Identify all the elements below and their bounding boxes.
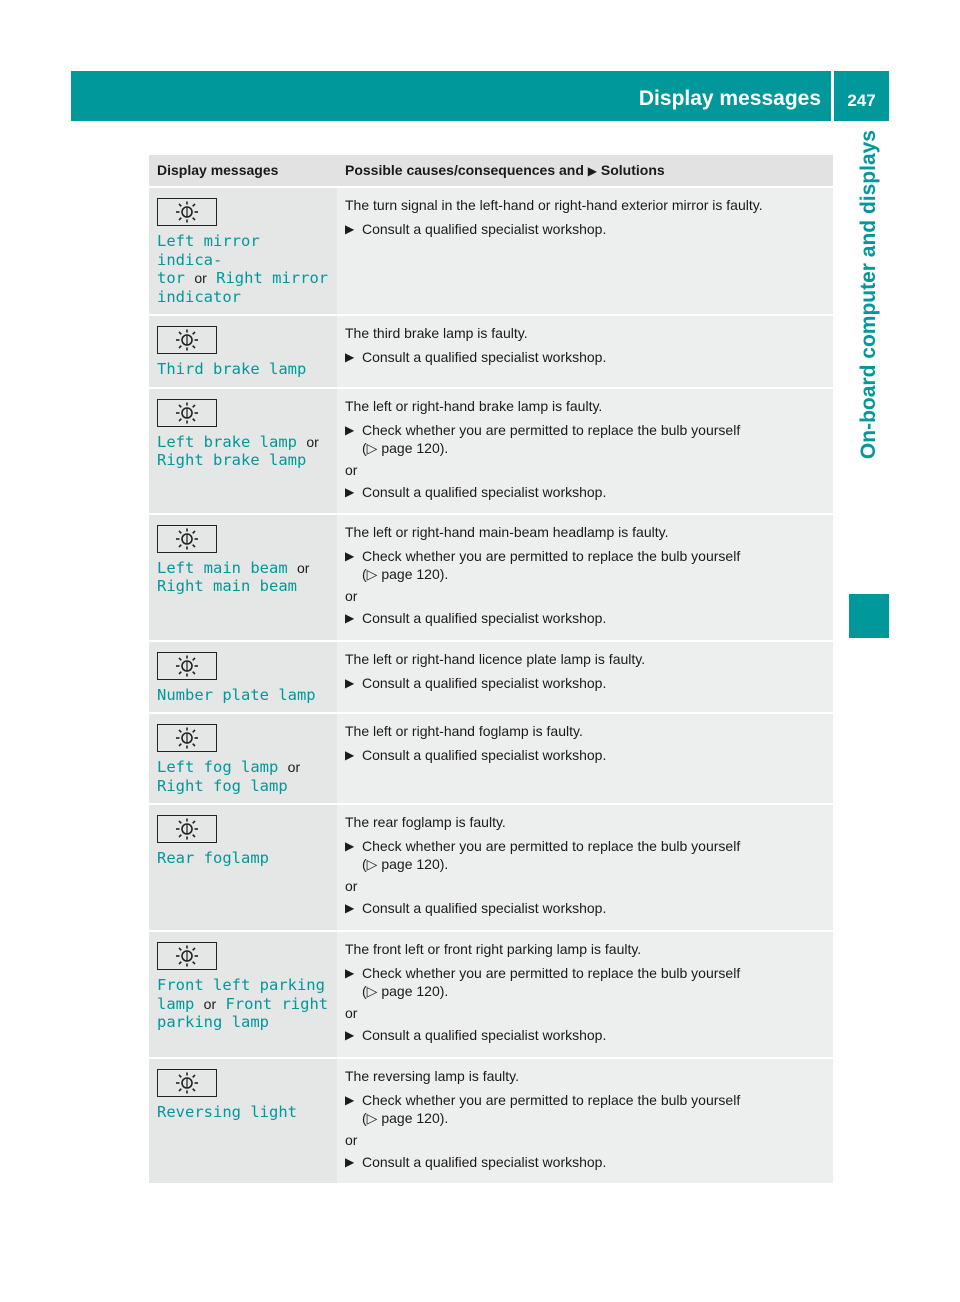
action-text: Check whether you are permitted to replace the bulb yourself: [362, 838, 741, 854]
play-triangle-icon: ▶: [345, 222, 355, 236]
bulb-icon: [157, 326, 217, 354]
table-row: [149, 514, 833, 641]
or-connector: or: [345, 1132, 358, 1148]
message-cell: [149, 641, 337, 714]
message-line: Reversing light: [157, 1103, 297, 1121]
action-step: [345, 964, 827, 982]
action-text: Check whether you are permitted to replace the bulb yourself: [362, 547, 741, 564]
message-line: Right main beam: [157, 577, 297, 595]
message-text: [157, 559, 329, 596]
message-line: Left mirror indica-: [157, 232, 260, 269]
page-header: [71, 71, 889, 121]
table-row: [149, 388, 833, 514]
message-text: [157, 976, 329, 1032]
action-text: Consult a qualified specialist workshop.: [362, 609, 607, 626]
table-row: [149, 641, 833, 714]
page-reference[interactable]: (▷ page 120).: [362, 983, 449, 999]
cause-text: The front left or front right parking lamp is faulty.: [345, 941, 642, 957]
or-connector: or: [345, 878, 358, 894]
or-connector: or: [297, 559, 310, 576]
cause-text: The left or right-hand brake lamp is faulty.: [345, 397, 603, 414]
play-triangle-icon: ▶: [345, 966, 355, 980]
page-ref-triangle-icon: ▷: [366, 565, 378, 582]
message-text: [157, 360, 329, 379]
message-text: [157, 232, 329, 306]
bulb-icon: [157, 652, 217, 680]
action-text: Check whether you are permitted to replace the bulb yourself: [362, 1092, 741, 1108]
table-header-row: [149, 155, 833, 187]
action-step: [345, 837, 827, 855]
solution-cell: [337, 187, 833, 315]
page-reference[interactable]: (▷ page 120).: [362, 565, 449, 582]
action-text: Consult a qualified specialist workshop.: [362, 1154, 607, 1170]
cause-text: The left or right-hand licence plate lamp is faulty.: [345, 650, 646, 667]
message-cell: [149, 187, 337, 315]
or-connector: or: [306, 433, 319, 450]
action-step: [345, 674, 827, 692]
play-triangle-icon: ▶: [345, 548, 355, 563]
action-text: Consult a qualified specialist workshop.: [362, 747, 607, 763]
message-line: indicator: [157, 287, 241, 306]
page-reference-text[interactable]: page 120).: [381, 439, 449, 456]
or-connector: or: [287, 759, 301, 775]
message-line: Left fog lamp: [157, 758, 279, 776]
solution-cell: [337, 931, 833, 1058]
page-reference-text[interactable]: page 120).: [381, 1110, 449, 1126]
message-cell: [149, 388, 337, 514]
or-connector: or: [345, 587, 358, 604]
action-step: [345, 483, 827, 501]
solution-cell: [337, 388, 833, 514]
action-step: [345, 746, 827, 764]
message-line: Front right: [225, 994, 329, 1013]
solution-cell: [337, 315, 833, 388]
page-reference-text[interactable]: page 120).: [381, 565, 449, 582]
message-cell: [149, 514, 337, 641]
message-line: Number plate lamp: [157, 685, 316, 704]
cause-text: The rear foglamp is faulty.: [345, 814, 506, 830]
table-row: [149, 804, 833, 931]
action-text: Consult a qualified specialist workshop.: [362, 674, 607, 691]
action-text: Check whether you are permitted to replace the bulb yourself: [362, 421, 741, 438]
side-tab-label: On-board computer and displays: [857, 130, 880, 460]
action-step: [345, 220, 827, 238]
cause-text: The turn signal in the left-hand or right-hand exterior mirror is faulty.: [345, 197, 763, 213]
message-line: parking lamp: [157, 1013, 269, 1031]
cause-text: The left or right-hand main-beam headlamp is faulty.: [345, 523, 669, 540]
page-ref-triangle-icon: ▷: [366, 1110, 378, 1126]
play-triangle-icon: ▶: [345, 350, 355, 364]
action-text: Consult a qualified specialist workshop.: [362, 1027, 607, 1043]
message-line: Front left parking: [157, 976, 325, 994]
cause-text: The third brake lamp is faulty.: [345, 325, 528, 341]
play-triangle-icon: ▶: [345, 484, 355, 499]
solution-cell: [337, 1058, 833, 1183]
action-text: Consult a qualified specialist workshop.: [362, 221, 607, 237]
column-header-solutions: [337, 155, 833, 187]
message-cell: [149, 713, 337, 804]
table-row: [149, 187, 833, 315]
message-line: Right fog lamp: [157, 776, 288, 795]
play-triangle-icon: ▶: [345, 675, 355, 690]
column-header-solutions-text: Possible causes/consequences and: [345, 162, 584, 178]
message-text: [157, 849, 329, 868]
play-triangle-icon: ▶: [345, 748, 355, 762]
play-triangle-icon: ▶: [345, 839, 355, 853]
bulb-icon: [157, 399, 217, 427]
cause-text: The reversing lamp is faulty.: [345, 1068, 520, 1084]
message-cell: [149, 1058, 337, 1183]
action-text: Consult a qualified specialist workshop.: [362, 483, 607, 500]
message-text: [157, 433, 329, 470]
action-step: [345, 1153, 827, 1171]
message-line: tor: [157, 269, 185, 287]
message-text: [157, 758, 329, 795]
message-cell: [149, 931, 337, 1058]
play-triangle-icon: ▶: [345, 610, 355, 625]
bulb-icon: [157, 942, 217, 970]
message-line: Rear foglamp: [157, 849, 269, 867]
message-text: [157, 686, 329, 705]
bulb-icon: [157, 1069, 217, 1097]
bulb-icon: [157, 525, 217, 553]
message-line: Right mirror: [216, 269, 329, 287]
message-text: [157, 1103, 329, 1122]
action-step: [345, 1091, 827, 1109]
page-reference[interactable]: (▷ page 120).: [362, 856, 449, 872]
message-line: Right brake lamp: [157, 451, 307, 469]
solution-cell: [337, 713, 833, 804]
solution-cell: [337, 804, 833, 931]
cause-text: The left or right-hand foglamp is faulty.: [345, 723, 583, 739]
page-ref-triangle-icon: ▷: [366, 983, 378, 999]
play-triangle-icon: ▶: [345, 901, 355, 915]
or-connector: or: [345, 1005, 358, 1021]
message-line: Left main beam: [157, 558, 288, 577]
action-text: Consult a qualified specialist workshop.: [362, 349, 607, 365]
action-step: [345, 348, 827, 366]
page-reference-text[interactable]: page 120).: [381, 856, 449, 872]
table-row: [149, 931, 833, 1058]
header-title: Display messages: [638, 87, 821, 110]
action-step: [345, 609, 827, 627]
side-tab: [849, 130, 889, 610]
side-tab-marker: [849, 594, 889, 638]
play-triangle-icon: ▶: [345, 422, 355, 437]
column-header-solutions-suffix: Solutions: [600, 162, 665, 178]
message-line: Third brake lamp: [157, 360, 307, 378]
page-reference[interactable]: (▷ page 120).: [362, 439, 449, 456]
page-reference-text[interactable]: page 120).: [381, 983, 449, 999]
bulb-icon: [157, 724, 217, 752]
bulb-icon: [157, 815, 217, 843]
solution-cell: [337, 641, 833, 714]
action-text: Check whether you are permitted to replace the bulb yourself: [362, 965, 741, 981]
or-connector: or: [203, 995, 217, 1012]
message-cell: [149, 804, 337, 931]
action-step: [345, 1026, 827, 1044]
or-connector: or: [345, 461, 358, 478]
play-triangle-icon: ▶: [587, 164, 598, 178]
message-line: lamp: [157, 994, 195, 1013]
display-messages-table: [149, 155, 833, 1183]
page-ref-triangle-icon: ▷: [366, 439, 378, 456]
page-number: 247: [847, 91, 876, 110]
action-step: [345, 899, 827, 917]
table-row: [149, 713, 833, 804]
play-triangle-icon: ▶: [345, 1028, 355, 1042]
message-cell: [149, 315, 337, 388]
play-triangle-icon: ▶: [345, 1155, 355, 1169]
table-row: [149, 1058, 833, 1183]
action-text: Consult a qualified specialist workshop.: [362, 900, 607, 916]
bulb-icon: [157, 198, 217, 226]
play-triangle-icon: ▶: [345, 1093, 355, 1107]
or-connector: or: [194, 270, 207, 286]
column-header-messages: Display messages: [149, 155, 337, 187]
page-ref-triangle-icon: ▷: [366, 856, 378, 872]
solution-cell: [337, 514, 833, 641]
action-step: [345, 421, 827, 439]
table-row: [149, 315, 833, 388]
page-reference[interactable]: (▷ page 120).: [362, 1110, 449, 1126]
message-line: Left brake lamp: [157, 432, 297, 451]
action-step: [345, 547, 827, 565]
